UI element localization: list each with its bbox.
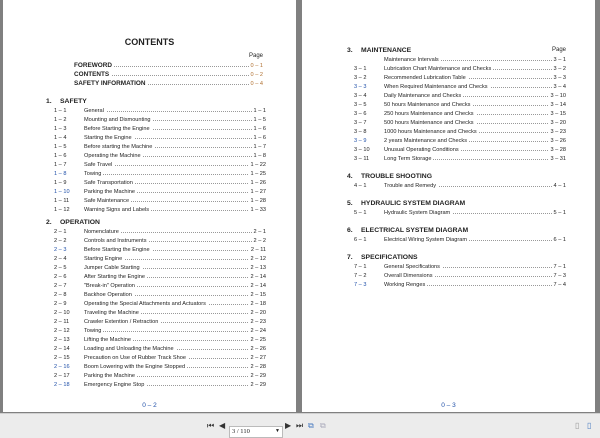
- section-number: 6.: [347, 227, 353, 234]
- toc-entry[interactable]: [54, 309, 266, 317]
- entry-title[interactable]: 2 years Maintenance and Checks: [384, 138, 468, 144]
- entry-page: 1 – 33: [250, 207, 266, 213]
- toc-entry[interactable]: [54, 363, 266, 371]
- section-number: 5.: [347, 200, 353, 207]
- entry-title[interactable]: 500 hours Maintenance and Checks: [384, 120, 474, 126]
- section-title: ELECTRICAL SYSTEM DIAGRAM: [361, 227, 469, 234]
- entry-number: 2 – 4: [54, 256, 67, 262]
- entry-title[interactable]: Lifting the Machine: [84, 337, 131, 343]
- entry-title[interactable]: Precaution on Use of Rubber Track Shoe: [84, 355, 186, 361]
- entry-title[interactable]: Safe Maintenance: [84, 198, 130, 204]
- entry-title[interactable]: Unusual Operating Conditions: [384, 147, 459, 153]
- toc-entry[interactable]: [54, 336, 266, 344]
- entry-title[interactable]: After Starting the Engine: [84, 274, 145, 280]
- two-page-icon[interactable]: ▯: [587, 421, 592, 430]
- entry-number: 1 – 2: [54, 117, 67, 123]
- toc-entry[interactable]: [354, 155, 566, 163]
- entry-title[interactable]: CONTENTS: [74, 71, 110, 78]
- toc-entry[interactable]: [54, 179, 266, 187]
- entry-page: 2 – 25: [250, 337, 266, 343]
- entry-title[interactable]: General: [84, 108, 104, 114]
- entry-title[interactable]: Emergency Engine Stop: [84, 382, 145, 388]
- entry-page: 3 – 10: [550, 93, 566, 99]
- section-title: TROUBLE SHOOTING: [361, 173, 432, 180]
- entry-title[interactable]: FOREWORD: [74, 62, 112, 69]
- entry-number: 3 – 11: [354, 156, 370, 162]
- page-number-input[interactable]: [229, 426, 283, 438]
- toc-entry[interactable]: [54, 188, 266, 196]
- entry-page: 7 – 3: [553, 273, 566, 279]
- entry-title[interactable]: "Break-in" Operation: [84, 283, 135, 289]
- entry-number: 3 – 5: [354, 102, 367, 108]
- toc-entry[interactable]: [54, 161, 266, 169]
- entry-number: 3 – 7: [354, 120, 367, 126]
- entry-number: 1 – 1: [54, 108, 67, 114]
- toc-entry[interactable]: [54, 345, 266, 353]
- toc-entry[interactable]: [354, 56, 566, 64]
- entry-page: 3 – 26: [550, 138, 566, 144]
- toc-entry[interactable]: [54, 143, 266, 151]
- entry-page: 2 – 26: [250, 346, 266, 352]
- toc-entry[interactable]: [54, 170, 266, 178]
- copy-disabled-icon: ⧉: [320, 421, 326, 430]
- toc-entry[interactable]: [54, 107, 266, 115]
- entry-page: 2 – 14: [250, 274, 266, 280]
- dot-leader: [84, 174, 266, 175]
- entry-number: 2 – 7: [54, 283, 67, 289]
- entry-number: 4 – 1: [354, 183, 367, 189]
- entry-page: 3 – 3: [553, 75, 566, 81]
- toc-entry[interactable]: [54, 228, 266, 236]
- toc-entry[interactable]: [354, 137, 566, 145]
- section-number: 4.: [347, 173, 353, 180]
- section-title: SPECIFICATIONS: [361, 254, 418, 261]
- toc-entry[interactable]: [354, 74, 566, 82]
- entry-number: 2 – 2: [54, 238, 67, 244]
- toc-entry[interactable]: [354, 272, 566, 280]
- toc-entry[interactable]: [354, 65, 566, 73]
- entry-page: 3 – 15: [550, 111, 566, 117]
- entry-page: 2 – 11: [250, 247, 266, 253]
- toc-top-entry[interactable]: [60, 71, 263, 79]
- entry-title[interactable]: Warning Signs and Labels: [84, 207, 150, 213]
- entry-number: 1 – 10: [54, 189, 70, 195]
- page-footer-number: 0 – 3: [441, 402, 456, 409]
- section-number: 1.: [46, 98, 52, 105]
- toc-entry[interactable]: [54, 327, 266, 335]
- entry-number: 3 – 4: [354, 93, 367, 99]
- entry-number: 1 – 9: [54, 180, 67, 186]
- entry-title[interactable]: Maintenance Intervals: [384, 57, 439, 63]
- toc-entry[interactable]: [354, 128, 566, 136]
- entry-number: 3 – 9: [354, 138, 367, 144]
- entry-title[interactable]: Towing: [84, 328, 102, 334]
- entry-title[interactable]: 50 hours Maintenance and Checks: [384, 102, 471, 108]
- entry-title[interactable]: Long Term Storage: [384, 156, 432, 162]
- entry-title[interactable]: Safe Travel: [84, 162, 113, 168]
- toc-entry[interactable]: [54, 134, 266, 142]
- toc-entry[interactable]: [354, 182, 566, 190]
- entry-page: 1 – 1: [253, 108, 266, 114]
- next-page-icon[interactable]: ▶: [285, 421, 292, 430]
- entry-title[interactable]: 250 hours Maintenance and Checks: [384, 111, 474, 117]
- entry-title[interactable]: Starting Engine: [84, 256, 123, 262]
- toc-entry[interactable]: [54, 264, 266, 272]
- entry-page: 1 – 27: [250, 189, 266, 195]
- toc-top-entry[interactable]: [60, 62, 263, 70]
- entry-number: 5 – 1: [354, 210, 367, 216]
- toc-entry[interactable]: [354, 83, 566, 91]
- entry-number: 2 – 17: [54, 373, 70, 379]
- entry-title[interactable]: Before Starting the Engine: [84, 247, 150, 253]
- entry-number: 3 – 3: [354, 84, 367, 90]
- entry-title[interactable]: Parking the Machine: [84, 189, 135, 195]
- entry-page: 4 – 1: [553, 183, 566, 189]
- entry-title[interactable]: Loading and Unloading the Machine: [84, 346, 174, 352]
- page-indicator: 3 / 110: [232, 428, 250, 435]
- entry-title[interactable]: Before Starting the Engine: [84, 126, 150, 132]
- toc-entry[interactable]: [354, 263, 566, 271]
- section-title: OPERATION: [60, 219, 100, 226]
- entry-page: 1 – 26: [250, 180, 266, 186]
- entry-page: 2 – 15: [250, 292, 266, 298]
- toc-entry[interactable]: [54, 255, 266, 263]
- toc-entry[interactable]: [54, 125, 266, 133]
- page-column-header: Page: [551, 47, 566, 53]
- entry-number: 2 – 10: [54, 310, 70, 316]
- entry-title[interactable]: 1000 hours Maintenance and Checks: [384, 129, 477, 135]
- entry-page: 1 – 28: [250, 198, 266, 204]
- entry-page: 2 – 2: [253, 238, 266, 244]
- entry-number: 1 – 5: [54, 144, 67, 150]
- entry-number: 2 – 15: [54, 355, 70, 361]
- entry-number: 3 – 2: [354, 75, 367, 81]
- entry-page: 7 – 1: [553, 264, 566, 270]
- entry-page: 1 – 7: [253, 144, 266, 150]
- pdf-page-right: [302, 0, 595, 412]
- entry-page: 0 – 2: [250, 72, 263, 78]
- entry-number: 3 – 1: [354, 66, 367, 72]
- toc-entry[interactable]: [54, 318, 266, 326]
- section-number: 2.: [46, 219, 52, 226]
- entry-page: 0 – 1: [250, 63, 263, 69]
- entry-title[interactable]: Towing: [84, 171, 102, 177]
- toc-entry[interactable]: [54, 282, 266, 290]
- entry-page: 3 – 28: [550, 147, 566, 153]
- entry-page: 1 – 8: [253, 153, 266, 159]
- entry-page: 3 – 4: [553, 84, 566, 90]
- prev-page-icon[interactable]: ◀: [219, 421, 226, 430]
- entry-number: 1 – 7: [54, 162, 67, 168]
- toc-entry[interactable]: [54, 206, 266, 214]
- entry-title[interactable]: Jumper Cable Starting: [84, 265, 140, 271]
- entry-number: 2 – 13: [54, 337, 70, 343]
- entry-number: 6 – 1: [354, 237, 367, 243]
- entry-number: 2 – 3: [54, 247, 67, 253]
- entry-number: 3 – 8: [354, 129, 367, 135]
- toc-entry[interactable]: [54, 116, 266, 124]
- entry-number: 7 – 1: [354, 264, 367, 270]
- entry-number: 3 – 10: [354, 147, 370, 153]
- entry-number: 2 – 18: [54, 382, 70, 388]
- entry-title[interactable]: Crawler Extention / Retraction: [84, 319, 159, 325]
- entry-title[interactable]: Trouble and Remedy: [384, 183, 437, 189]
- entry-title[interactable]: Hydraulic System Diagram: [384, 210, 451, 216]
- entry-page: 1 – 22: [250, 162, 266, 168]
- entry-number: 7 – 3: [354, 282, 367, 288]
- entry-title[interactable]: Before starting the Machine: [84, 144, 153, 150]
- entry-title[interactable]: Lubrication Chart Maintenance and Checks: [384, 66, 492, 72]
- toc-entry[interactable]: [354, 236, 566, 244]
- toc-entry[interactable]: [54, 291, 266, 299]
- section-title: HYDRAULIC SYSTEM DIAGRAM: [361, 200, 466, 207]
- pdf-viewer-toolbar: [0, 413, 600, 438]
- entry-page: 2 – 13: [250, 265, 266, 271]
- entry-number: 2 – 5: [54, 265, 67, 271]
- entry-number: 7 – 2: [354, 273, 367, 279]
- single-page-icon[interactable]: ▯: [575, 421, 580, 430]
- section-number: 3.: [347, 47, 353, 54]
- page-column-header: Page: [248, 53, 263, 59]
- toc-entry[interactable]: [354, 110, 566, 118]
- entry-page: 6 – 1: [553, 237, 566, 243]
- entry-title[interactable]: SAFETY INFORMATION: [74, 80, 146, 87]
- entry-number: 1 – 3: [54, 126, 67, 132]
- entry-number: 2 – 12: [54, 328, 70, 334]
- entry-title[interactable]: Daily Maintenance and Checks: [384, 93, 462, 99]
- entry-title[interactable]: When Required Maintenance and Checks: [384, 84, 488, 90]
- copy-icon[interactable]: ⧉: [308, 421, 314, 430]
- entry-title[interactable]: Nomenclature: [84, 229, 119, 235]
- entry-title[interactable]: Mounting and Dismounting: [84, 117, 151, 123]
- entry-title[interactable]: Traveling the Machine: [84, 310, 139, 316]
- toc-entry[interactable]: [54, 372, 266, 380]
- entry-page: 3 – 14: [550, 102, 566, 108]
- entry-number: 2 – 11: [54, 319, 70, 325]
- entry-number: 2 – 16: [54, 364, 70, 370]
- entry-page: 2 – 23: [250, 319, 266, 325]
- toc-entry[interactable]: [54, 197, 266, 205]
- toc-entry[interactable]: [354, 209, 566, 217]
- entry-page: 1 – 25: [250, 171, 266, 177]
- entry-page: 2 – 20: [250, 310, 266, 316]
- entry-number: 1 – 4: [54, 135, 67, 141]
- entry-number: 1 – 11: [54, 198, 70, 204]
- entry-page: 2 – 27: [250, 355, 266, 361]
- entry-number: 2 – 6: [54, 274, 67, 280]
- entry-page: 3 – 23: [550, 129, 566, 135]
- entry-title[interactable]: Electrical Wiring System Diagram: [384, 237, 467, 243]
- entry-page: 3 – 31: [550, 156, 566, 162]
- dot-leader: [84, 331, 266, 332]
- toc-entry[interactable]: [354, 92, 566, 100]
- entry-page: 2 – 29: [250, 382, 266, 388]
- entry-number: 2 – 14: [54, 346, 70, 352]
- entry-title[interactable]: Working Renges: [384, 282, 426, 288]
- contents-title: CONTENTS: [124, 37, 175, 47]
- pdf-page-left: [3, 0, 296, 412]
- entry-page: 2 – 28: [250, 364, 266, 370]
- entry-number: 2 – 1: [54, 229, 67, 235]
- entry-title[interactable]: Safe Transportation: [84, 180, 133, 186]
- toc-entry[interactable]: [54, 300, 266, 308]
- toc-entry[interactable]: [54, 152, 266, 160]
- entry-page: 2 – 29: [250, 373, 266, 379]
- entry-title[interactable]: Recommended Lubrication Table: [384, 75, 466, 81]
- entry-title[interactable]: Boom Lowering with the Engine Stopped: [84, 364, 186, 370]
- dot-leader: [84, 111, 266, 112]
- entry-number: 1 – 6: [54, 153, 67, 159]
- toc-entry[interactable]: [54, 354, 266, 362]
- entry-title[interactable]: Overall Dimensions: [384, 273, 433, 279]
- section-number: 7.: [347, 254, 353, 261]
- entry-page: 2 – 14: [250, 283, 266, 289]
- toc-entry[interactable]: [354, 101, 566, 109]
- first-page-icon[interactable]: ⏮: [207, 421, 215, 430]
- entry-page: 3 – 20: [550, 120, 566, 126]
- entry-number: 2 – 8: [54, 292, 67, 298]
- section-title: MAINTENANCE: [361, 47, 412, 54]
- entry-page: 1 – 5: [253, 117, 266, 123]
- chevron-down-icon[interactable]: ▼: [275, 429, 280, 434]
- entry-page: 1 – 6: [253, 126, 266, 132]
- entry-page: 2 – 24: [250, 328, 266, 334]
- toc-entry[interactable]: [54, 273, 266, 281]
- entry-number: 1 – 12: [54, 207, 70, 213]
- entry-page: 0 – 4: [250, 81, 263, 87]
- entry-page: 1 – 6: [253, 135, 266, 141]
- toc-entry[interactable]: [54, 381, 266, 389]
- toc-entry[interactable]: [354, 281, 566, 289]
- toc-top-entry[interactable]: [60, 80, 263, 88]
- entry-page: 5 – 1: [553, 210, 566, 216]
- toc-entry[interactable]: [54, 237, 266, 245]
- entry-title[interactable]: Operating the Machine: [84, 153, 141, 159]
- last-page-icon[interactable]: ⏭: [296, 421, 304, 430]
- entry-number: 2 – 9: [54, 301, 67, 307]
- toc-entry[interactable]: [354, 119, 566, 127]
- entry-title[interactable]: Backhoe Operation: [84, 292, 132, 298]
- toc-entry[interactable]: [354, 146, 566, 154]
- entry-number: 3 – 6: [354, 111, 367, 117]
- entry-title[interactable]: General Specifications: [384, 264, 440, 270]
- entry-title[interactable]: Parking the Machine: [84, 373, 135, 379]
- entry-page: 3 – 1: [553, 57, 566, 63]
- entry-title[interactable]: Operating the Special Attachments and Actuators: [84, 301, 206, 307]
- entry-page: 2 – 12: [250, 256, 266, 262]
- toc-entry[interactable]: [54, 246, 266, 254]
- entry-title[interactable]: Starting the Engine: [84, 135, 132, 141]
- section-title: SAFETY: [60, 98, 87, 105]
- entry-page: 3 – 2: [553, 66, 566, 72]
- entry-page: 2 – 18: [250, 301, 266, 307]
- page-footer-number: 0 – 2: [142, 402, 157, 409]
- entry-number: 1 – 8: [54, 171, 67, 177]
- entry-page: 7 – 4: [553, 282, 566, 288]
- entry-title[interactable]: Controls and Instruments: [84, 238, 147, 244]
- entry-page: 2 – 1: [253, 229, 266, 235]
